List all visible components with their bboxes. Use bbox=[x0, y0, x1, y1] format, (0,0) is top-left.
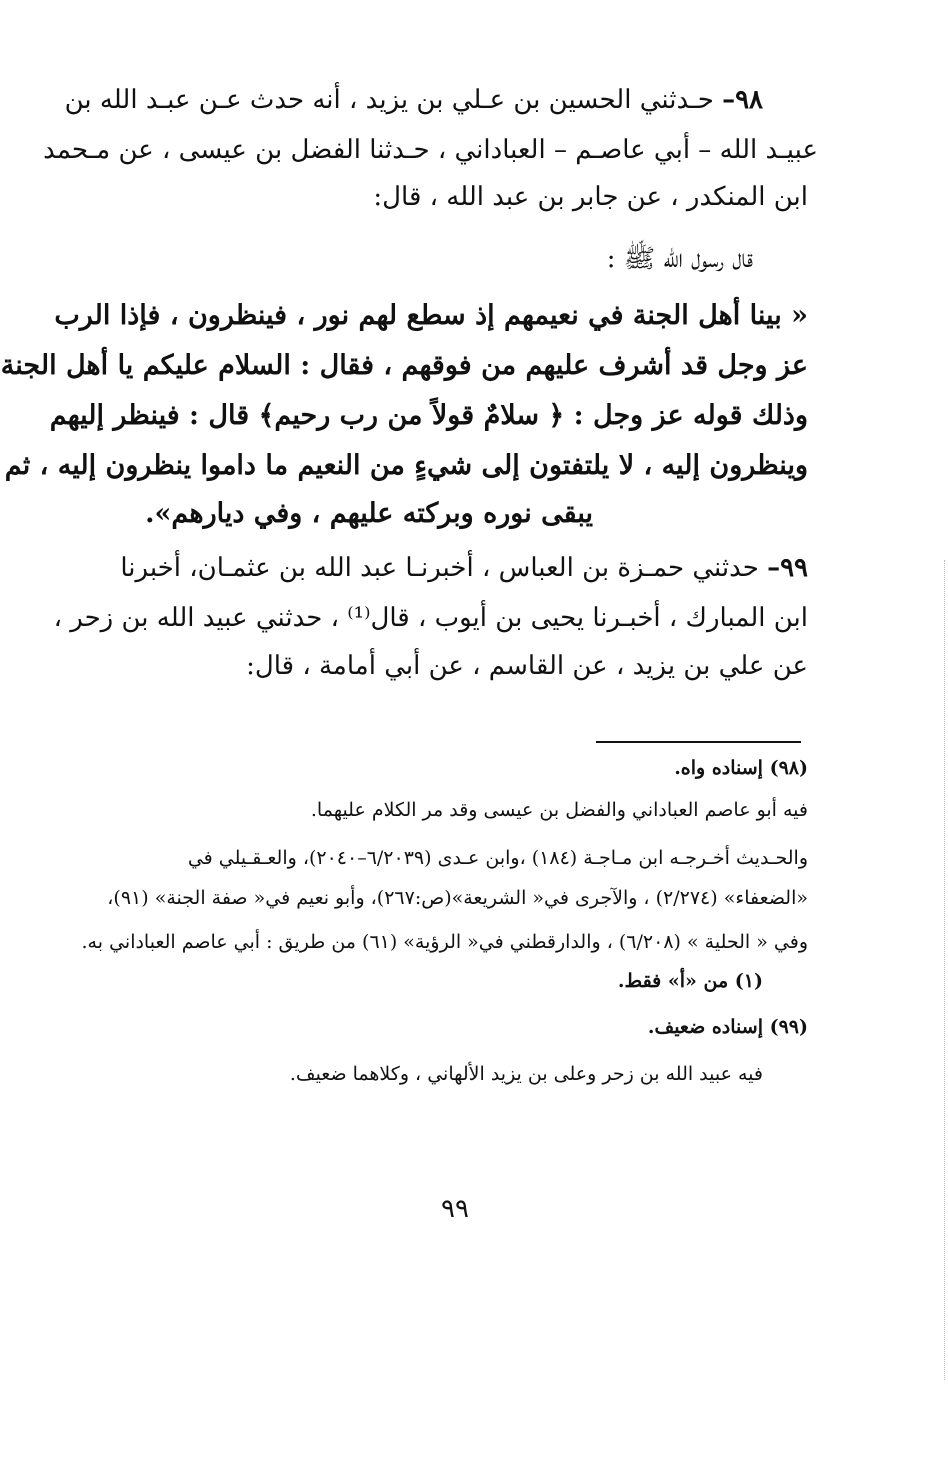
hadith-98-text-line-3: وذلك قوله عز وجل : ﴿ سلامٌ قولاً من رب رحيم﴾ قال : فينظر إليهم bbox=[49, 400, 808, 431]
scan-margin-dots bbox=[944, 560, 945, 1380]
hadith-99-line-1 bbox=[120, 553, 808, 583]
footnote-98-heading: (٩٨) إسناده واه. bbox=[674, 757, 808, 779]
page-number: ٩٩ bbox=[441, 1194, 469, 1224]
hadith-98-text-line-1: « بينا أهل الجنة في نعيمهم إذ سطع لهم نور ، فينظرون ، فإذا الرب bbox=[54, 300, 808, 331]
footnote-98-line-3: «الضعفاء» (٢/٢٧٤) ، والآجرى في« الشريعة»(ص:٢٦٧)، وأبو نعيم في« صفة الجنة» (٩١)، bbox=[107, 887, 808, 909]
footnote-98-line-1: فيه أبو عاصم العباداني والفضل بن عيسى وقد مر الكلام عليهما. bbox=[310, 799, 808, 821]
hadith-98-number: ٩٨– bbox=[722, 85, 763, 115]
hadith-98-text-line-4: وينظرون إليه ، لا يلتفتون إلى شيءٍ من النعيم ما داموا ينظرون إليه ، ثم bbox=[4, 450, 808, 481]
hadith-98-line-2: عبيـد الله – أبي عاصـم – العباداني ، حـدثنا الفضل بن عيسى ، عن مـحمد bbox=[43, 135, 818, 165]
footnote-98-line-4: وفي « الحلية » (٦/٢٠٨) ، والدارقطني في« الرؤية» (٦١) من طريق : أبي عاصم العباداني به. bbox=[81, 931, 808, 953]
hadith-98-line-1-text: حـدثني الحسين بن عـلي بن يزيد ، أنه حدث عـن عبـد الله بن bbox=[64, 85, 714, 115]
footnote-98-line-2: والحـديث أخـرجـه ابن مـاجـة (١٨٤) ،وابن عـدى (٦/٢٠٣٩–٢٠٤٠)، والعـقـيلي في bbox=[187, 847, 808, 869]
hadith-98-text-line-5: يبقى نوره وبركته عليهم ، وفي ديارهم». bbox=[145, 498, 593, 529]
footnote-1: (١) من «أ» فقط. bbox=[617, 970, 763, 992]
hadith-99-line-2: ابن المبارك ، أخبـرنا يحيى بن أيوب ، قال⁽¹⁾ ، حدثني عبيد الله بن زحر ، bbox=[53, 603, 808, 633]
hadith-99-line-1-text: حدثني حمـزة بن العباس ، أخبرنـا عبد الله بن عثمـان، أخبرنا bbox=[120, 553, 759, 583]
footnote-99-heading: (٩٩) إسناده ضعيف. bbox=[647, 1016, 808, 1038]
footnote-99-line-1: فيه عبيد الله بن زحر وعلى بن يزيد الألهاني ، وكلاهما ضعيف. bbox=[289, 1063, 763, 1085]
hadith-98-line-3: ابن المنكدر ، عن جابر بن عبد الله ، قال: bbox=[373, 182, 808, 212]
prophet-saying-line: قال رسول الله ﷺ : bbox=[606, 244, 753, 274]
hadith-98-line-1 bbox=[64, 85, 763, 115]
hadith-99-line-3: عن علي بن يزيد ، عن القاسم ، عن أبي أمامة ، قال: bbox=[246, 651, 808, 681]
hadith-99-number: ٩٩– bbox=[767, 553, 808, 583]
hadith-98-text-line-2: عز وجل قد أشرف عليهم من فوقهم ، فقال : السلام عليكم يا أهل الجنة bbox=[0, 350, 808, 381]
footnote-separator bbox=[596, 741, 801, 743]
